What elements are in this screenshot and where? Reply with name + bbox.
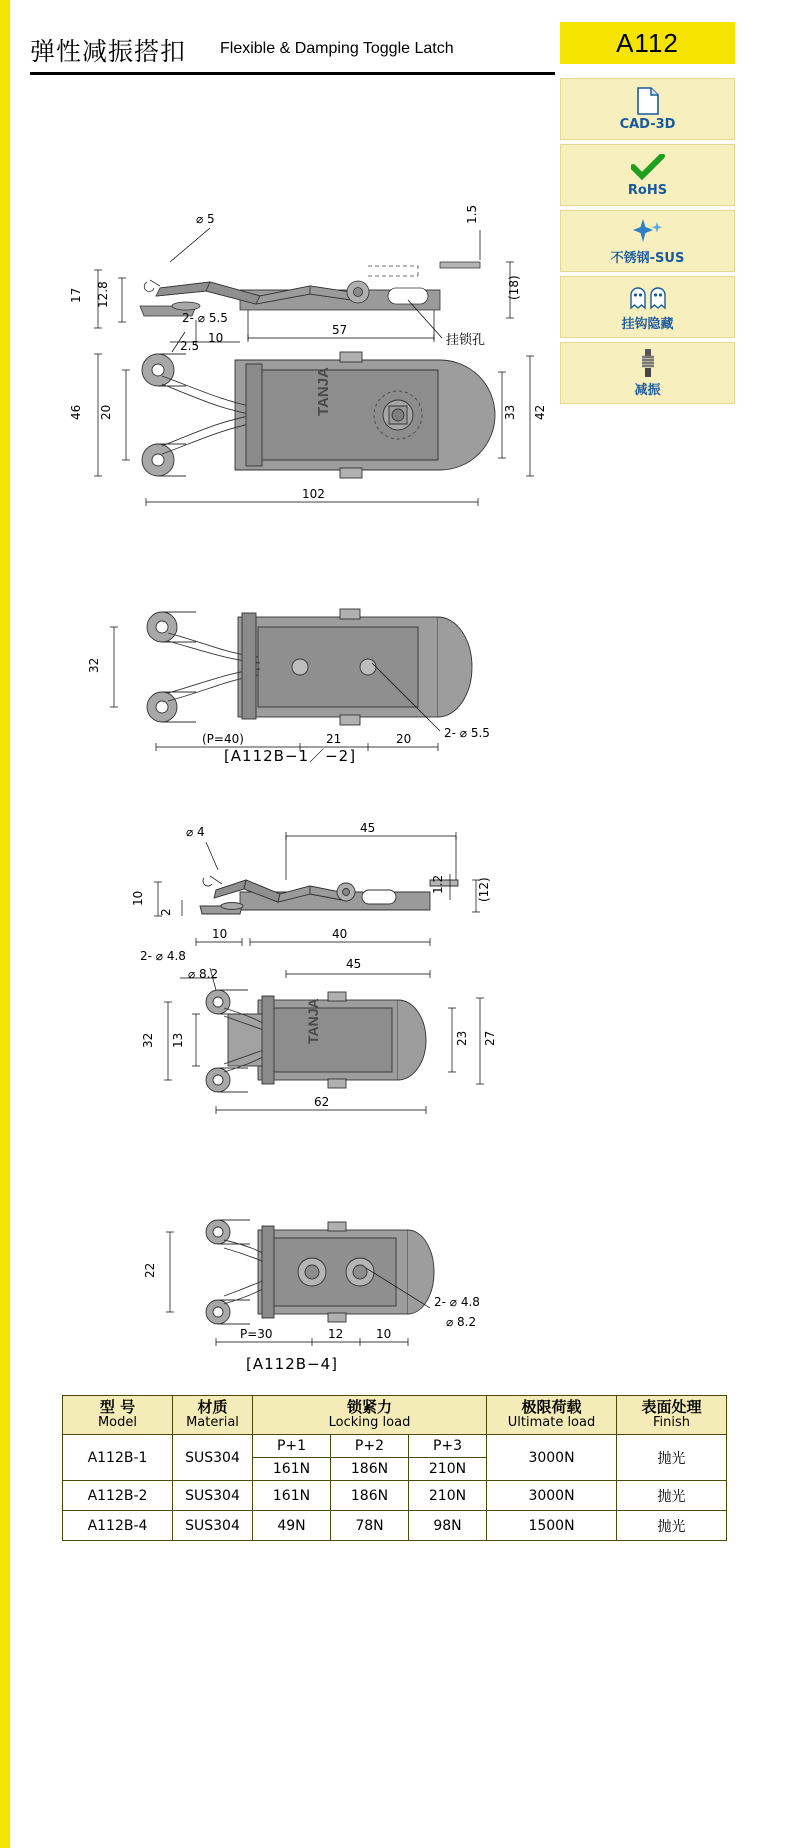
dim-10b: 10 (212, 927, 228, 941)
view-bottom-large (10, 535, 558, 765)
dim-57: 57 (332, 323, 348, 337)
cell-load-3: 98N (408, 1511, 486, 1541)
feature-card-rohs[interactable] (560, 144, 735, 206)
dim-21: 21 (326, 732, 342, 746)
dim-holes-5-5: 2- ⌀ 5.5 (182, 311, 228, 325)
cell-material: SUS304 (173, 1435, 253, 1481)
dim-dia-4: ⌀ 4 (186, 825, 205, 839)
feature-card-stainless[interactable] (560, 210, 735, 272)
dim-1-5: 1.5 (465, 204, 479, 224)
feature-icon-column (560, 78, 735, 408)
feature-label: 减振 (634, 382, 661, 398)
dim-counter-10: 10 (208, 331, 224, 345)
feature-label: CAD-3D (619, 116, 676, 132)
dim-20: 20 (99, 404, 113, 420)
product-code-badge: A112 (560, 22, 735, 64)
cell-model: A112B-2 (63, 1481, 173, 1511)
dim-12b: 12 (328, 1327, 344, 1341)
damping-spring-icon (637, 349, 659, 377)
dim-counter-8-2b: ⌀ 8.2 (446, 1315, 477, 1329)
cell-load-2: 78N (330, 1511, 408, 1541)
cell-load-2: 186N (330, 1481, 408, 1511)
cell-model: A112B-1 (63, 1435, 173, 1481)
cell-load-1: 161N (253, 1481, 331, 1511)
cell-material: SUS304 (173, 1481, 253, 1511)
dim-12-8: 12.8 (96, 281, 110, 308)
feature-label: 不锈钢-SUS (610, 250, 685, 266)
cell-load-2: 186N (330, 1458, 408, 1481)
dim-10: 10 (131, 890, 145, 906)
brand-mark-small: TANJA (305, 998, 321, 1044)
cell-ultimate: 3000N (487, 1435, 617, 1481)
cell-load-1: 49N (253, 1511, 331, 1541)
cell-ultimate: 1500N (487, 1511, 617, 1541)
dim-42: 42 (533, 404, 547, 420)
dim-18: (18) (507, 275, 521, 300)
dim-22: 22 (143, 1262, 157, 1278)
page-title-cn: 弹性减振搭扣 (30, 37, 187, 66)
dim-pitch-40: (P=40) (202, 732, 244, 746)
col-model: 型 号 Model (63, 1396, 173, 1435)
cell-load-label-2: P+2 (330, 1435, 408, 1458)
dim-holes-5-5-b: 2- ⌀ 5.5 (444, 726, 490, 740)
feature-label: 挂钩隐藏 (621, 316, 674, 332)
brand-mark: TANJA (315, 367, 332, 416)
view-bottom-small (10, 1130, 558, 1350)
cell-finish: 抛光 (617, 1511, 727, 1541)
cell-load-3: 210N (408, 1458, 486, 1481)
cell-load-label-1: P+1 (253, 1435, 331, 1458)
dim-pitch-30: P=30 (240, 1327, 273, 1341)
col-material: 材质 Material (173, 1396, 253, 1435)
cell-ultimate: 3000N (487, 1481, 617, 1511)
specification-table (62, 1395, 727, 1541)
cell-load-1: 161N (253, 1458, 331, 1481)
dim-2-5: 2.5 (180, 339, 200, 350)
view-top-small (10, 910, 558, 1140)
cell-finish: 抛光 (617, 1481, 727, 1511)
dim-12: (12) (477, 877, 491, 902)
rohs-check-icon (631, 153, 665, 181)
cell-finish: 抛光 (617, 1435, 727, 1481)
dim-holes-4-8b: 2- ⌀ 4.8 (434, 1295, 480, 1309)
dim-1-2: 1.2 (431, 874, 445, 894)
dim-13: 13 (171, 1032, 185, 1048)
page-edge-bar (0, 0, 10, 1848)
table-header-row (63, 1396, 727, 1435)
dim-62: 62 (314, 1095, 330, 1109)
dim-17: 17 (69, 287, 83, 303)
dim-2: 2 (159, 908, 173, 916)
dim-counter-8-2: ⌀ 8.2 (188, 967, 219, 981)
feature-label: RoHS (627, 182, 668, 198)
col-ultimate-load: 极限荷载 Ultimate load (487, 1396, 617, 1435)
table-row (63, 1511, 727, 1541)
table-row (63, 1435, 727, 1458)
cell-load-label-3: P+3 (408, 1435, 486, 1458)
dim-33: 33 (503, 404, 517, 420)
cell-material: SUS304 (173, 1511, 253, 1541)
col-finish: 表面处理 Finish (617, 1396, 727, 1435)
table-row (63, 1481, 727, 1511)
dim-10c: 10 (376, 1327, 392, 1341)
header-divider (30, 72, 555, 75)
label-padlock-hole: 挂锁孔 (446, 333, 486, 348)
caption-group-2: [A112B−4] (246, 1355, 338, 1373)
dim-102: 102 (302, 487, 325, 501)
hook-hidden-icon (627, 283, 669, 311)
cell-load-3: 210N (408, 1481, 486, 1511)
dim-holes-4-8: 2- ⌀ 4.8 (140, 949, 186, 963)
dim-20: 20 (396, 732, 412, 746)
stainless-sparkle-icon (631, 217, 665, 245)
dim-dia-5: ⌀ 5 (196, 212, 215, 226)
col-locking-load: 锁紧力 Locking load (253, 1396, 487, 1435)
feature-card-cad-3d[interactable] (560, 78, 735, 140)
technical-drawings (10, 80, 558, 1380)
dim-32: 32 (87, 657, 101, 673)
dim-46: 46 (69, 404, 83, 420)
cad-3d-icon (635, 87, 661, 115)
feature-card-damping[interactable] (560, 342, 735, 404)
dim-45: 45 (360, 821, 376, 835)
page-title-en: Flexible & Damping Toggle Latch (220, 40, 454, 57)
dim-23: 23 (455, 1030, 469, 1046)
feature-card-hook-hidden[interactable] (560, 276, 735, 338)
dim-27: 27 (483, 1030, 497, 1046)
caption-group-1: [A112B−1／−2] (223, 747, 357, 765)
cell-model: A112B-4 (63, 1511, 173, 1541)
dim-45b: 45 (346, 957, 362, 971)
dim-40: 40 (332, 927, 348, 941)
dim-32b: 32 (141, 1032, 155, 1048)
